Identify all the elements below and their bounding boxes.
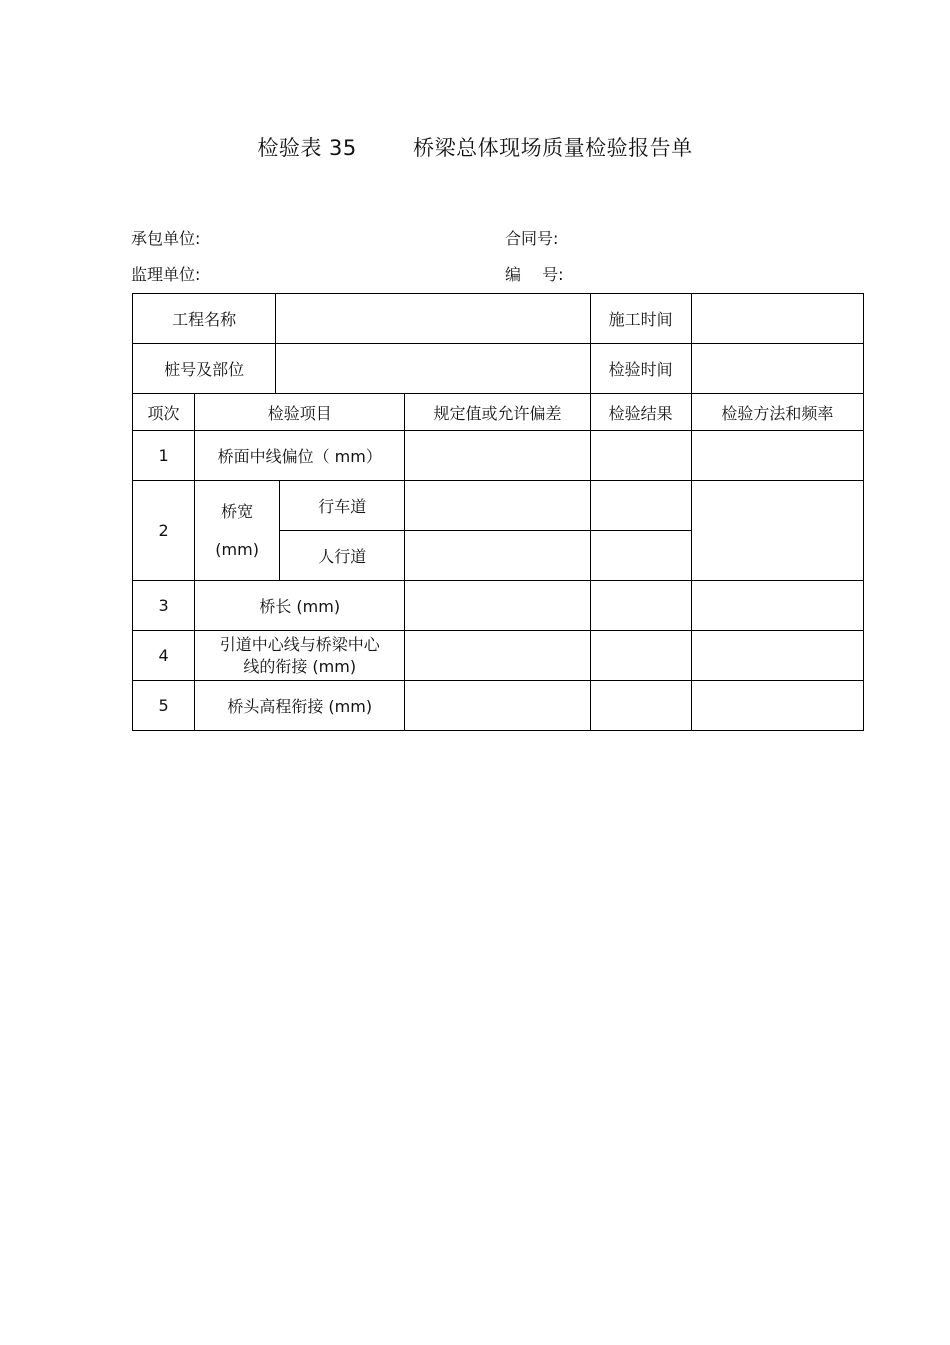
station-label: 桩号及部位 <box>133 344 276 394</box>
construction-time-label: 施工时间 <box>590 294 691 344</box>
row-subitem: 行车道 <box>280 481 405 531</box>
row-number: 5 <box>133 681 195 731</box>
inspection-time-label: 检验时间 <box>590 344 691 394</box>
table-row <box>133 581 864 631</box>
method-cell[interactable] <box>691 681 863 731</box>
header-method: 检验方法和频率 <box>691 394 863 431</box>
row-number: 4 <box>133 631 195 681</box>
inspection-time-value[interactable] <box>691 344 863 394</box>
project-name-value[interactable] <box>276 294 590 344</box>
result-cell[interactable] <box>590 431 691 481</box>
method-cell[interactable] <box>691 581 863 631</box>
row-number: 2 <box>133 481 195 581</box>
inspection-table <box>132 293 864 731</box>
row-item: 桥长 (mm) <box>195 581 405 631</box>
header-row <box>133 394 864 431</box>
header-spec: 规定值或允许偏差 <box>405 394 590 431</box>
spec-cell[interactable] <box>405 481 590 531</box>
title-name: 桥梁总体现场质量检验报告单 <box>413 136 693 160</box>
title-number: 35 <box>329 136 357 160</box>
table-row <box>133 631 864 681</box>
row-item-line1: 引道中心线与桥梁中心 <box>219 634 380 654</box>
result-cell[interactable] <box>590 681 691 731</box>
row-item: 桥面中线偏位（ mm） <box>195 431 405 481</box>
result-cell[interactable] <box>590 481 691 531</box>
header-item: 检验项目 <box>195 394 405 431</box>
row-number: 1 <box>133 431 195 481</box>
serial-number-label: 编 号: <box>505 265 564 284</box>
info-row-project <box>133 294 864 344</box>
row-item-line2: (mm) <box>215 539 259 559</box>
spec-cell[interactable] <box>405 581 590 631</box>
contractor-label: 承包单位: <box>131 229 201 248</box>
page-title <box>0 132 950 162</box>
spec-cell[interactable] <box>405 631 590 681</box>
table-row <box>133 431 864 481</box>
contract-number-label: 合同号: <box>505 229 559 248</box>
construction-time-value[interactable] <box>691 294 863 344</box>
method-cell[interactable] <box>691 431 863 481</box>
header-result: 检验结果 <box>590 394 691 431</box>
row-item <box>195 631 405 681</box>
info-row-station <box>133 344 864 394</box>
spec-cell[interactable] <box>405 431 590 481</box>
result-cell[interactable] <box>590 531 691 581</box>
method-cell[interactable] <box>691 631 863 681</box>
spec-cell[interactable] <box>405 681 590 731</box>
title-prefix: 检验表 <box>257 136 322 160</box>
table-row <box>133 681 864 731</box>
table-row <box>133 481 864 531</box>
row-item-line1: 桥宽 <box>221 501 254 521</box>
supervisor-label: 监理单位: <box>131 265 201 284</box>
project-name-label: 工程名称 <box>133 294 276 344</box>
method-cell[interactable] <box>691 481 863 581</box>
row-number: 3 <box>133 581 195 631</box>
result-cell[interactable] <box>590 631 691 681</box>
row-item <box>195 481 280 581</box>
row-item: 桥头高程衔接 (mm) <box>195 681 405 731</box>
spec-cell[interactable] <box>405 531 590 581</box>
station-value[interactable] <box>276 344 590 394</box>
header-no: 项次 <box>133 394 195 431</box>
row-item-line2: 线的衔接 (mm) <box>243 656 357 676</box>
row-subitem: 人行道 <box>280 531 405 581</box>
result-cell[interactable] <box>590 581 691 631</box>
